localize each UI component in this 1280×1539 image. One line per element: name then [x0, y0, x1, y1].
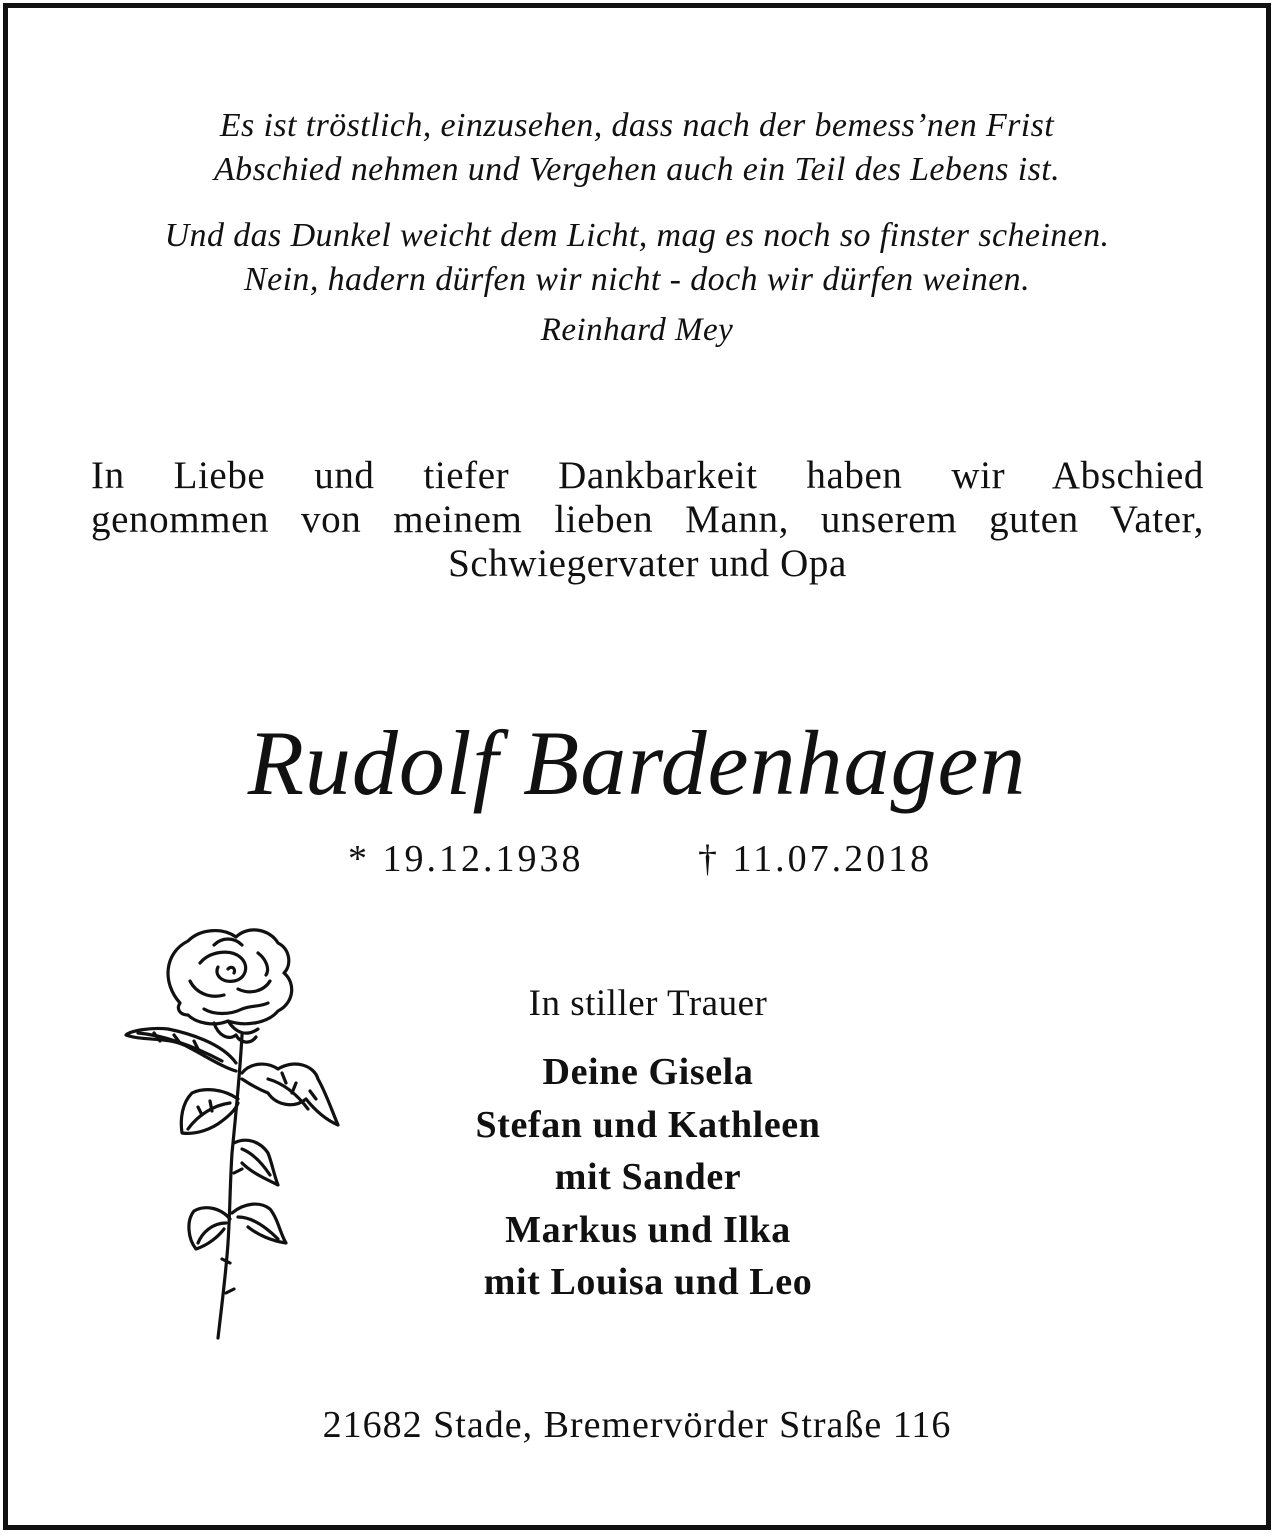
- death-date: † 11.07.2018: [698, 838, 933, 880]
- quote-line: Nein, hadern dürfen wir nicht - doch wir dürfen weinen.: [244, 261, 1030, 298]
- quote-author: Reinhard Mey: [540, 312, 734, 348]
- intro-line: genommen von meinem lieben Mann, unserem guten Vater,: [91, 498, 1204, 541]
- obituary-frame: [3, 3, 1271, 1530]
- mourners-list: [388, 1046, 908, 1309]
- rose-icon: [118, 923, 358, 1348]
- deceased-name: Rudolf Bardenhagen: [247, 712, 1027, 814]
- intro-line: In Liebe und tiefer Dankbarkeit haben wir Abschied: [91, 454, 1204, 497]
- quote-stanza-2: [8, 214, 1266, 302]
- quote-stanza-1: [8, 104, 1266, 192]
- mourner-name: mit Louisa und Leo: [483, 1261, 813, 1303]
- intro-line: Schwiegervater und Opa: [448, 542, 847, 585]
- intro-text: [91, 454, 1204, 586]
- address: 21682 Stade, Bremervörder Straße 116: [322, 1404, 952, 1446]
- mourning-title: In stiller Trauer: [528, 983, 768, 1024]
- quote-line: Es ist tröstlich, einzusehen, dass nach der bemess’nen Frist: [219, 107, 1055, 144]
- quote-line: Und das Dunkel weicht dem Licht, mag es noch so finster scheinen.: [164, 217, 1110, 254]
- birth-date: * 19.12.1938: [348, 838, 584, 880]
- mourner-name: mit Sander: [554, 1156, 742, 1198]
- quote-line: Abschied nehmen und Vergehen auch ein Teil des Lebens ist.: [214, 151, 1060, 188]
- mourner-name: Markus und Ilka: [505, 1208, 791, 1251]
- mourner-name: Stefan und Kathleen: [475, 1103, 821, 1146]
- mourner-name: Deine Gisela: [542, 1051, 754, 1093]
